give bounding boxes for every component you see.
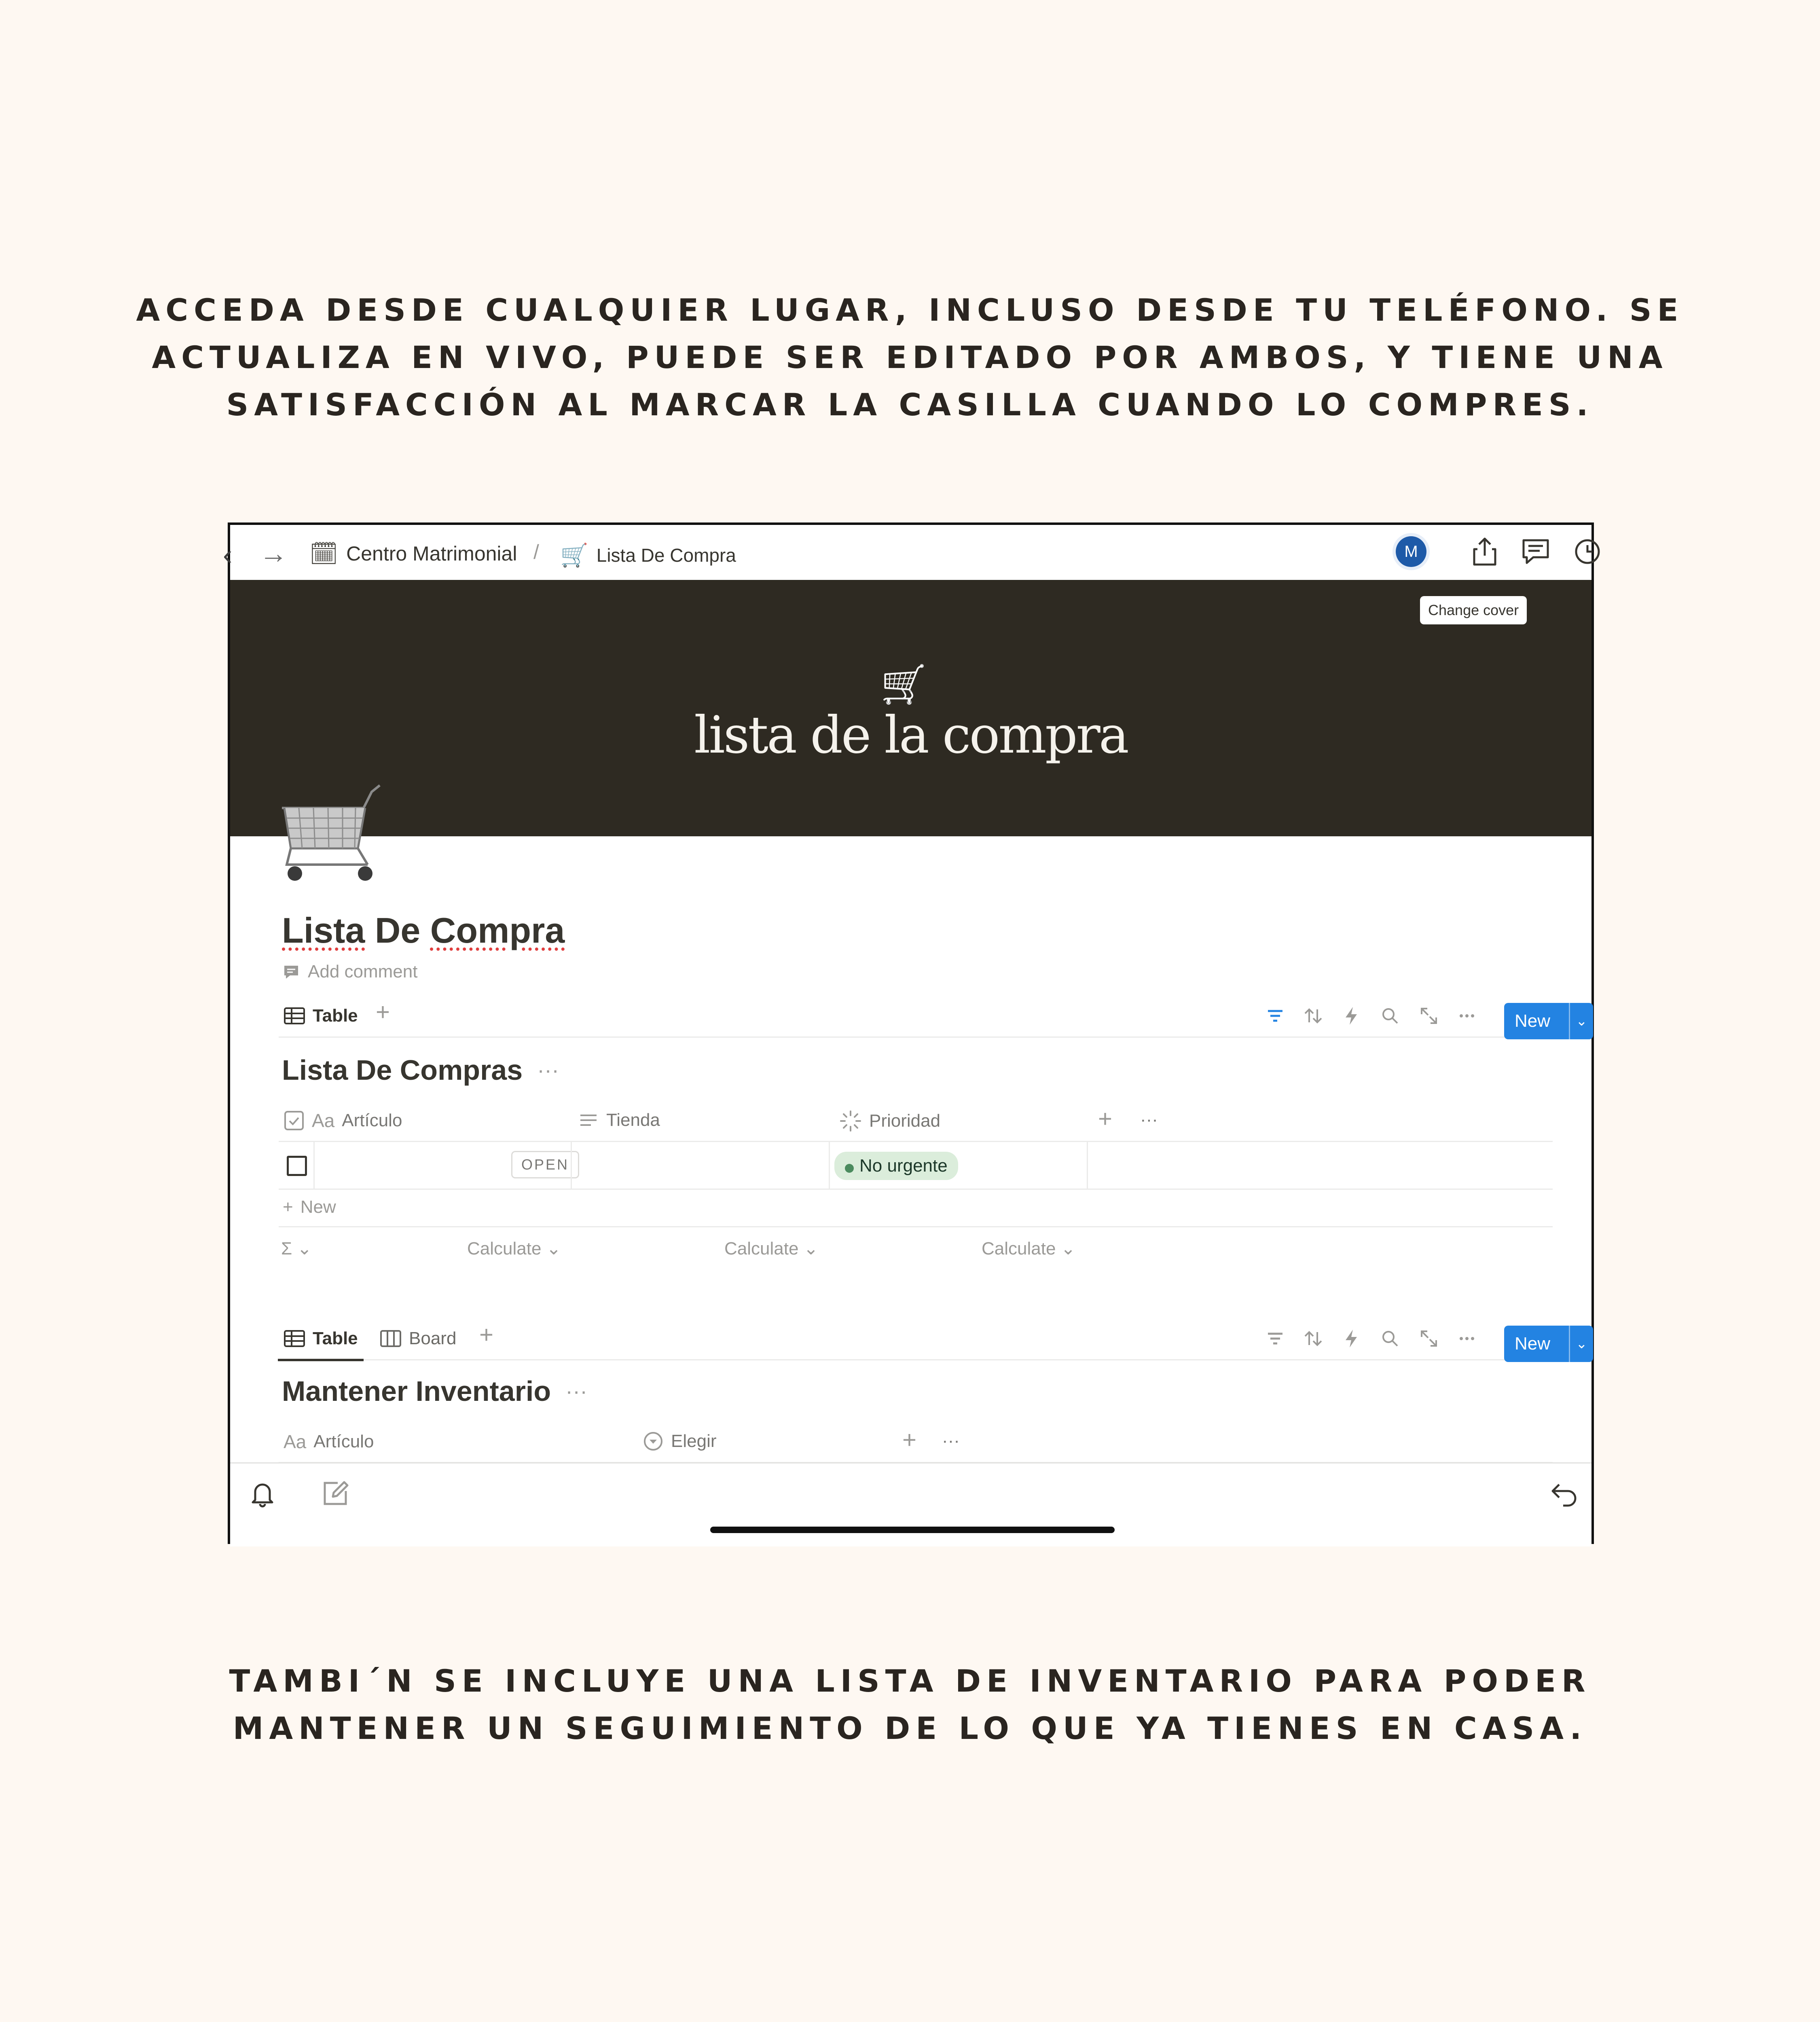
database-title[interactable]: Lista De Compras ··· bbox=[282, 1054, 559, 1086]
lightning-icon[interactable] bbox=[1338, 1326, 1364, 1352]
chevron-down-icon[interactable]: ⌄ bbox=[1569, 1326, 1593, 1362]
history-icon[interactable] bbox=[1570, 535, 1604, 569]
column-header-prioridad[interactable] bbox=[839, 1110, 940, 1132]
sum-menu-icon[interactable]: Σ ⌄ bbox=[281, 1239, 312, 1258]
bell-icon[interactable] bbox=[246, 1477, 279, 1510]
promo-line: ACCEDA DESDE CUALQUIER LUGAR, INCLUSO DESDE TU TELÉFONO. SE bbox=[136, 292, 1684, 328]
column-label: Tienda bbox=[606, 1110, 660, 1130]
table-header bbox=[279, 1098, 1553, 1142]
forward-icon[interactable]: → bbox=[259, 537, 288, 569]
search-icon[interactable] bbox=[1377, 1003, 1403, 1029]
priority-tag[interactable]: No urgente bbox=[834, 1152, 958, 1180]
add-comment-button[interactable] bbox=[282, 962, 417, 982]
top-bar bbox=[223, 525, 1591, 580]
checkbox-icon bbox=[284, 1110, 305, 1131]
filter-icon[interactable] bbox=[1262, 1326, 1288, 1352]
page-title[interactable]: Lista De Compra bbox=[282, 910, 565, 950]
database-title[interactable]: Mantener Inventario ··· bbox=[282, 1375, 588, 1407]
column-header-tienda[interactable] bbox=[578, 1110, 660, 1131]
plus-icon: + bbox=[283, 1197, 293, 1217]
promo-text-top bbox=[0, 286, 1820, 428]
expand-icon[interactable] bbox=[1416, 1326, 1442, 1352]
share-icon[interactable] bbox=[1468, 535, 1502, 569]
row-checkbox[interactable] bbox=[287, 1156, 307, 1176]
back-icon[interactable]: ‹ bbox=[223, 539, 233, 571]
select-icon bbox=[643, 1431, 664, 1452]
compose-icon[interactable] bbox=[319, 1477, 351, 1510]
more-icon[interactable]: ··· bbox=[537, 1058, 559, 1082]
column-header-elegir[interactable] bbox=[643, 1431, 717, 1452]
board-icon bbox=[380, 1330, 402, 1347]
tab-table[interactable] bbox=[284, 1323, 358, 1354]
calculate-menu[interactable]: Calculate ⌄ bbox=[467, 1239, 561, 1258]
table-row[interactable] bbox=[279, 1142, 1553, 1190]
breadcrumb-separator: / bbox=[533, 541, 539, 563]
more-icon[interactable] bbox=[1454, 1326, 1480, 1352]
breadcrumb-item-lista[interactable] bbox=[560, 542, 736, 569]
app-window bbox=[223, 522, 1594, 1544]
table-header bbox=[279, 1419, 1553, 1463]
new-row-button[interactable] bbox=[283, 1197, 336, 1217]
view-bar bbox=[279, 1317, 1587, 1360]
tab-label: Table bbox=[313, 1006, 358, 1026]
expand-icon[interactable] bbox=[1416, 1003, 1442, 1029]
page-cover bbox=[230, 580, 1591, 836]
calculate-menu[interactable]: Calculate ⌄ bbox=[982, 1239, 1076, 1258]
promo-line: SATISFACCIÓN AL MARCAR LA CASILLA CUANDO LO COMPRES. bbox=[226, 387, 1594, 423]
calculate-menu[interactable]: Calculate ⌄ bbox=[724, 1239, 819, 1258]
new-button[interactable] bbox=[1504, 1003, 1593, 1039]
comment-icon bbox=[282, 962, 301, 981]
tab-board[interactable] bbox=[380, 1323, 456, 1354]
avatar[interactable]: M bbox=[1396, 536, 1426, 567]
add-comment-label: Add comment bbox=[308, 962, 418, 981]
add-property-icon[interactable]: + bbox=[902, 1426, 917, 1453]
home-indicator bbox=[710, 1527, 1115, 1533]
add-view-icon[interactable]: + bbox=[479, 1321, 494, 1348]
new-button-label: New bbox=[1515, 1334, 1551, 1354]
status-icon bbox=[839, 1110, 862, 1132]
shopping-cart-icon[interactable] bbox=[279, 784, 384, 889]
column-label: Artículo bbox=[313, 1432, 374, 1451]
new-button-label: New bbox=[1515, 1011, 1551, 1031]
breadcrumb-item-centro[interactable] bbox=[309, 540, 517, 567]
change-cover-button[interactable]: Change cover bbox=[1420, 596, 1527, 624]
calendar-icon: 🗓 bbox=[309, 541, 339, 566]
table-icon bbox=[284, 1330, 305, 1347]
lightning-icon[interactable] bbox=[1338, 1003, 1364, 1029]
shopping-cart-icon: 🛒 bbox=[560, 542, 588, 568]
column-label: Elegir bbox=[671, 1431, 717, 1451]
promo-line: TAMBI´N SE INCLUYE UNA LISTA DE INVENTARIO PARA PODER bbox=[229, 1663, 1591, 1699]
more-icon[interactable]: ··· bbox=[1140, 1110, 1158, 1129]
shopping-cart-icon: 🛒 bbox=[880, 664, 927, 705]
tab-label: Board bbox=[409, 1328, 457, 1348]
tab-table[interactable] bbox=[284, 1000, 358, 1031]
text-property-icon: Aa bbox=[284, 1431, 307, 1452]
sort-icon[interactable] bbox=[1300, 1326, 1326, 1352]
column-header-checkbox[interactable] bbox=[284, 1110, 402, 1132]
new-button[interactable] bbox=[1504, 1326, 1593, 1362]
add-property-icon[interactable]: + bbox=[1098, 1105, 1113, 1132]
breadcrumb-label: Lista De Compra bbox=[596, 545, 736, 566]
text-property-icon: Aa bbox=[312, 1110, 335, 1131]
view-bar bbox=[279, 994, 1587, 1038]
breadcrumb-label: Centro Matrimonial bbox=[346, 542, 517, 565]
chevron-down-icon[interactable]: ⌄ bbox=[1569, 1003, 1593, 1039]
tab-label: Table bbox=[313, 1328, 358, 1348]
more-icon[interactable]: ··· bbox=[942, 1431, 960, 1451]
filter-icon[interactable] bbox=[1262, 1003, 1288, 1029]
promo-text-bottom bbox=[0, 1657, 1820, 1752]
column-label: Prioridad bbox=[869, 1111, 941, 1131]
search-icon[interactable] bbox=[1377, 1326, 1403, 1352]
add-view-icon[interactable]: + bbox=[376, 998, 390, 1026]
sort-icon[interactable] bbox=[1300, 1003, 1326, 1029]
promo-line: ACTUALIZA EN VIVO, PUEDE SER EDITADO POR AMBOS, Y TIENE UNA bbox=[152, 339, 1668, 375]
more-icon[interactable] bbox=[1454, 1003, 1480, 1029]
undo-icon[interactable] bbox=[1548, 1479, 1580, 1511]
comments-icon[interactable] bbox=[1519, 535, 1553, 569]
promo-line: MANTENER UN SEGUIMIENTO DE LO QUE YA TIENES EN CASA. bbox=[233, 1710, 1587, 1746]
bottom-bar bbox=[230, 1462, 1591, 1546]
new-row-label: New bbox=[300, 1197, 336, 1217]
cover-title: lista de la compra bbox=[694, 705, 1128, 765]
column-label: Artículo bbox=[342, 1110, 402, 1130]
column-header-articulo[interactable] bbox=[284, 1431, 374, 1453]
table-icon bbox=[284, 1007, 305, 1025]
open-row-button[interactable]: OPEN bbox=[511, 1151, 579, 1178]
text-lines-icon bbox=[578, 1110, 599, 1131]
more-icon[interactable]: ··· bbox=[565, 1379, 588, 1403]
